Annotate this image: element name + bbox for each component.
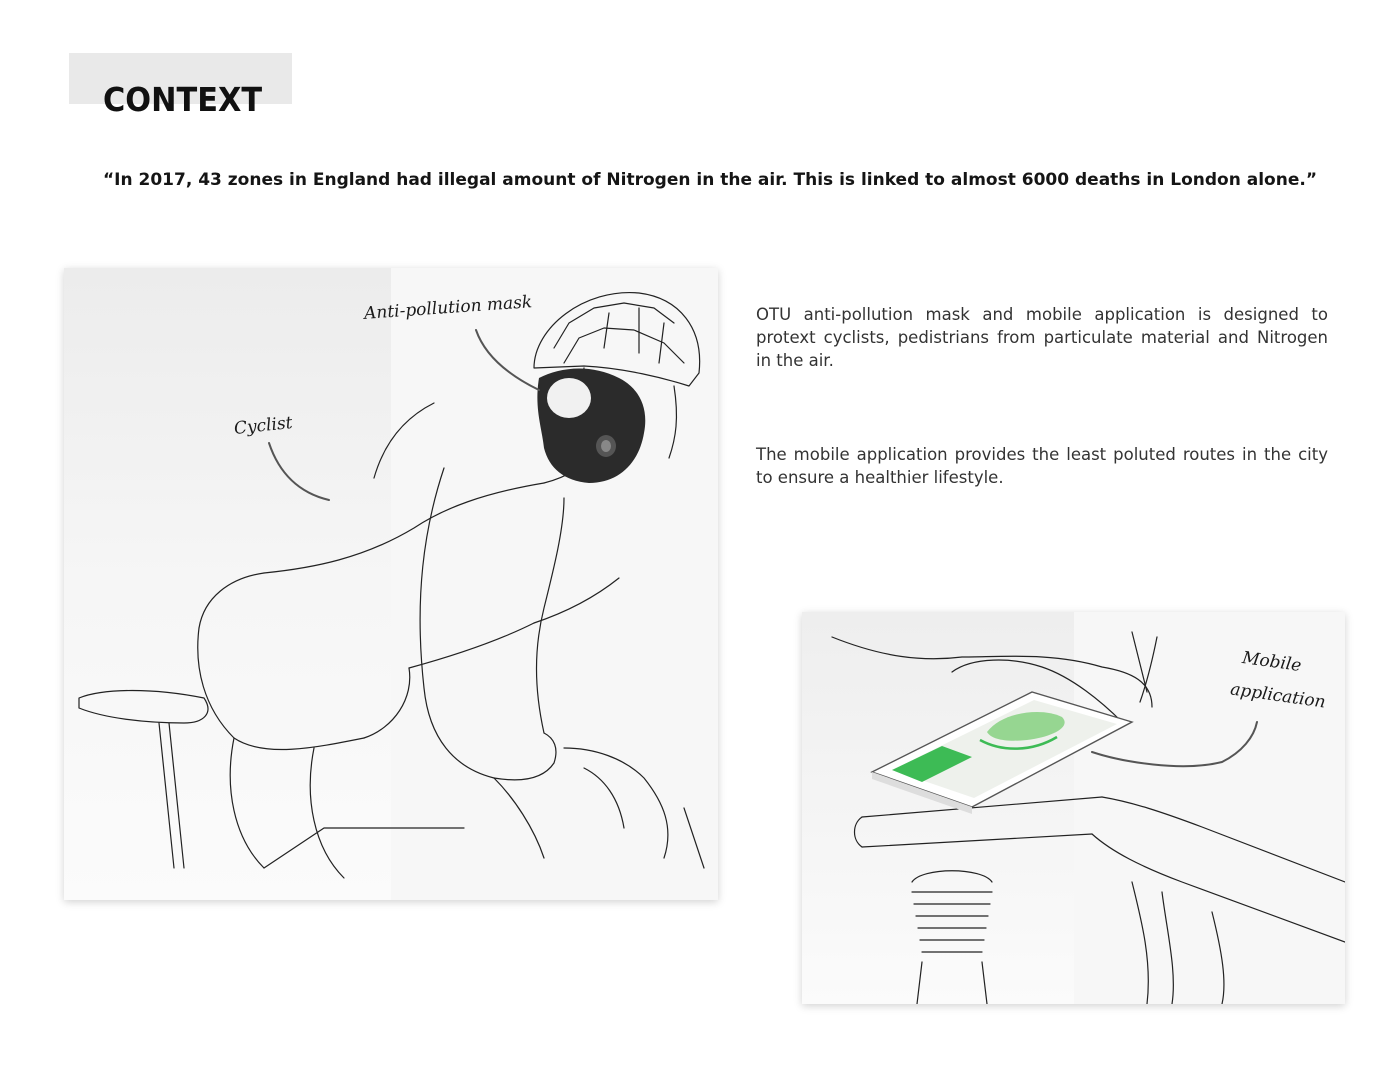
- cyclist-illustration: [64, 268, 718, 900]
- cyclist-illustration-panel: [64, 268, 718, 900]
- description-paragraph-1: OTU anti-pollution mask and mobile application is designed to protext cyclists, pedistrians from particulate material and Nitrogen in the air.: [756, 305, 1328, 370]
- page-title: CONTEXT: [103, 80, 263, 119]
- description-paragraph-2: The mobile application provides the least poluted routes in the city to ensure a healthier lifestyle.: [756, 445, 1328, 487]
- mask-icon: [537, 369, 645, 483]
- mask-label: Anti-pollution mask: [363, 292, 533, 324]
- cyclist-label: Cyclist: [233, 412, 294, 440]
- mobile-label-line2: application: [1229, 679, 1327, 713]
- phone-illustration-panel: [802, 612, 1345, 1004]
- mobile-label-line1: Mobile: [1240, 647, 1303, 677]
- statistic-quote: “In 2017, 43 zones in England had illegal amount of Nitrogen in the air. This is linked to almost 6000 deaths in London alone.”: [102, 170, 1317, 190]
